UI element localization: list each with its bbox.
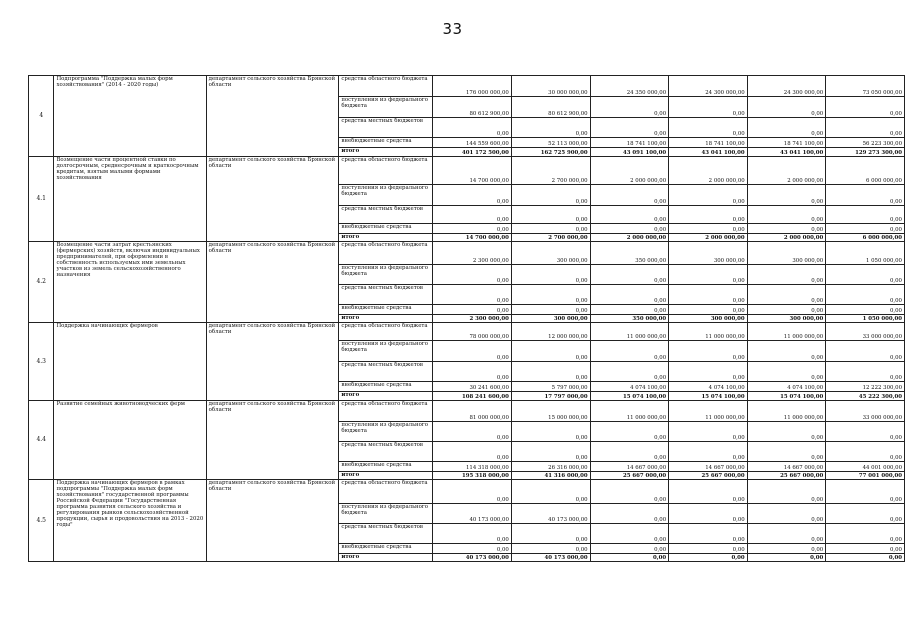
amount-cell: 0,00 xyxy=(747,544,826,554)
amount-cell: 0,00 xyxy=(747,554,826,562)
budget-table-body xyxy=(29,76,905,562)
amount-cell: 0,00 xyxy=(747,422,826,442)
amount-cell: 0,00 xyxy=(511,544,590,554)
funding-source-cell: средства местных бюджетов xyxy=(339,118,433,138)
funding-source-cell: внебюджетные средства xyxy=(339,138,433,148)
amount-cell: 0,00 xyxy=(669,206,748,224)
amount-cell: 40 173 000,00 xyxy=(511,504,590,524)
amount-cell: 0,00 xyxy=(511,224,590,234)
amount-cell: 15 000 000,00 xyxy=(511,401,590,422)
amount-cell: 0,00 xyxy=(511,265,590,285)
amount-cell: 0,00 xyxy=(590,265,669,285)
amount-cell: 300 000,00 xyxy=(669,315,748,323)
amount-cell: 0,00 xyxy=(669,504,748,524)
amount-cell: 40 173 000,00 xyxy=(511,554,590,562)
amount-cell: 0,00 xyxy=(590,362,669,382)
amount-cell: 40 173 000,00 xyxy=(433,504,512,524)
amount-cell: 0,00 xyxy=(590,285,669,305)
amount-cell: 0,00 xyxy=(826,480,905,504)
amount-cell: 0,00 xyxy=(590,504,669,524)
amount-cell: 6 000 000,00 xyxy=(826,234,905,242)
amount-cell: 195 318 000,00 xyxy=(433,472,512,480)
amount-cell: 44 001 000,00 xyxy=(826,462,905,472)
amount-cell: 33 000 000,00 xyxy=(826,323,905,341)
amount-cell: 0,00 xyxy=(826,285,905,305)
amount-cell: 0,00 xyxy=(747,97,826,118)
amount-cell: 15 074 100,00 xyxy=(669,392,748,401)
amount-cell: 350 000,00 xyxy=(590,315,669,323)
funding-source-cell: внебюджетные средства xyxy=(339,305,433,315)
amount-cell: 162 725 900,00 xyxy=(511,148,590,157)
funding-source-cell: внебюджетные средства xyxy=(339,544,433,554)
amount-cell: 24 300 000,00 xyxy=(669,76,748,97)
amount-cell: 11 000 000,00 xyxy=(747,401,826,422)
amount-cell: 0,00 xyxy=(511,422,590,442)
executor-cell: департамент сельского хозяйства Брянской области xyxy=(206,401,339,480)
amount-cell: 0,00 xyxy=(747,305,826,315)
funding-source-cell: средства областного бюджета xyxy=(339,157,433,185)
funding-source-cell: внебюджетные средства xyxy=(339,224,433,234)
amount-cell: 0,00 xyxy=(669,185,748,206)
funding-source-cell: поступления из федерального бюджета xyxy=(339,341,433,362)
measure-name-cell: Возмещение части процентной ставки по долгосрочным, среднесрочным и краткосрочным кредитам, взятым малыми формами хозяйствования xyxy=(54,157,206,242)
amount-cell: 0,00 xyxy=(826,206,905,224)
row-number-cell: 4.2 xyxy=(29,242,54,323)
amount-cell: 5 797 000,00 xyxy=(511,382,590,392)
amount-cell: 0,00 xyxy=(433,265,512,285)
amount-cell: 0,00 xyxy=(511,480,590,504)
amount-cell: 0,00 xyxy=(590,305,669,315)
funding-source-cell: итого xyxy=(339,392,433,401)
amount-cell: 2 700 000,00 xyxy=(511,157,590,185)
amount-cell: 0,00 xyxy=(747,341,826,362)
amount-cell: 14 667 000,00 xyxy=(747,462,826,472)
amount-cell: 0,00 xyxy=(590,97,669,118)
amount-cell: 0,00 xyxy=(826,524,905,544)
amount-cell: 129 273 300,00 xyxy=(826,148,905,157)
amount-cell: 0,00 xyxy=(590,206,669,224)
amount-cell: 0,00 xyxy=(747,442,826,462)
amount-cell: 11 000 000,00 xyxy=(747,323,826,341)
amount-cell: 1 050 000,00 xyxy=(826,242,905,265)
amount-cell: 80 612 900,00 xyxy=(433,97,512,118)
amount-cell: 0,00 xyxy=(826,544,905,554)
amount-cell: 2 300 000,00 xyxy=(433,242,512,265)
amount-cell: 0,00 xyxy=(826,97,905,118)
amount-cell: 300 000,00 xyxy=(511,242,590,265)
amount-cell: 0,00 xyxy=(826,118,905,138)
amount-cell: 0,00 xyxy=(826,185,905,206)
amount-cell: 12 000 000,00 xyxy=(511,323,590,341)
executor-cell: департамент сельского хозяйства Брянской области xyxy=(206,157,339,242)
amount-cell: 0,00 xyxy=(669,362,748,382)
amount-cell: 4 074 100,00 xyxy=(747,382,826,392)
funding-source-cell: поступления из федерального бюджета xyxy=(339,265,433,285)
amount-cell: 17 797 000,00 xyxy=(511,392,590,401)
amount-cell: 30 000 000,00 xyxy=(511,76,590,97)
amount-cell: 0,00 xyxy=(747,362,826,382)
table-row xyxy=(29,76,905,97)
funding-source-cell: внебюджетные средства xyxy=(339,382,433,392)
amount-cell: 43 091 100,00 xyxy=(590,148,669,157)
amount-cell: 0,00 xyxy=(669,305,748,315)
amount-cell: 0,00 xyxy=(747,504,826,524)
amount-cell: 0,00 xyxy=(669,97,748,118)
amount-cell: 114 318 000,00 xyxy=(433,462,512,472)
amount-cell: 0,00 xyxy=(511,362,590,382)
row-number-cell: 4.3 xyxy=(29,323,54,401)
amount-cell: 25 667 000,00 xyxy=(590,472,669,480)
amount-cell: 30 241 600,00 xyxy=(433,382,512,392)
amount-cell: 4 074 100,00 xyxy=(669,382,748,392)
amount-cell: 0,00 xyxy=(433,118,512,138)
amount-cell: 0,00 xyxy=(669,524,748,544)
funding-source-cell: средства местных бюджетов xyxy=(339,362,433,382)
amount-cell: 2 000 000,00 xyxy=(590,157,669,185)
amount-cell: 1 050 000,00 xyxy=(826,315,905,323)
amount-cell: 0,00 xyxy=(669,285,748,305)
amount-cell: 14 667 000,00 xyxy=(669,462,748,472)
amount-cell: 0,00 xyxy=(747,285,826,305)
amount-cell: 0,00 xyxy=(511,442,590,462)
amount-cell: 0,00 xyxy=(826,422,905,442)
funding-source-cell: итого xyxy=(339,234,433,242)
amount-cell: 43 041 100,00 xyxy=(747,148,826,157)
amount-cell: 0,00 xyxy=(669,265,748,285)
amount-cell: 0,00 xyxy=(511,341,590,362)
amount-cell: 18 741 100,00 xyxy=(590,138,669,148)
amount-cell: 26 316 000,00 xyxy=(511,462,590,472)
table-row xyxy=(29,401,905,422)
amount-cell: 11 000 000,00 xyxy=(669,401,748,422)
amount-cell: 0,00 xyxy=(747,480,826,504)
amount-cell: 0,00 xyxy=(747,224,826,234)
amount-cell: 0,00 xyxy=(511,285,590,305)
amount-cell: 0,00 xyxy=(433,544,512,554)
table-row xyxy=(29,242,905,265)
amount-cell: 77 001 000,00 xyxy=(826,472,905,480)
amount-cell: 2 000 000,00 xyxy=(590,234,669,242)
amount-cell: 14 700 000,00 xyxy=(433,234,512,242)
amount-cell: 300 000,00 xyxy=(747,315,826,323)
amount-cell: 0,00 xyxy=(511,118,590,138)
amount-cell: 0,00 xyxy=(433,524,512,544)
row-number-cell: 4.5 xyxy=(29,480,54,562)
measure-name-cell: Поддержка начинающих фермеров в рамках подпрограммы "Поддержка малых форм хозяйствования" государственной программы Российской Федерации "Государственная программа развития сельского хозяйства и регулирования рынков сельскохозяйственной продукции, сырья и продовольствия на 2013 - 2020 годы" xyxy=(54,480,206,562)
measure-name-cell: Поддержка начинающих фермеров xyxy=(54,323,206,401)
amount-cell: 0,00 xyxy=(433,480,512,504)
amount-cell: 0,00 xyxy=(826,341,905,362)
amount-cell: 300 000,00 xyxy=(669,242,748,265)
funding-source-cell: средства областного бюджета xyxy=(339,76,433,97)
amount-cell: 2 700 000,00 xyxy=(511,234,590,242)
amount-cell: 0,00 xyxy=(669,544,748,554)
funding-source-cell: средства местных бюджетов xyxy=(339,285,433,305)
amount-cell: 0,00 xyxy=(433,305,512,315)
amount-cell: 0,00 xyxy=(511,305,590,315)
page-number: 33 xyxy=(442,20,463,38)
amount-cell: 0,00 xyxy=(826,554,905,562)
amount-cell: 0,00 xyxy=(433,422,512,442)
row-number-cell: 4 xyxy=(29,76,54,157)
amount-cell: 15 074 100,00 xyxy=(590,392,669,401)
amount-cell: 24 300 000,00 xyxy=(747,76,826,97)
amount-cell: 4 074 100,00 xyxy=(590,382,669,392)
amount-cell: 0,00 xyxy=(590,118,669,138)
row-number-cell: 4.4 xyxy=(29,401,54,480)
row-number-cell: 4.1 xyxy=(29,157,54,242)
amount-cell: 0,00 xyxy=(590,341,669,362)
funding-source-cell: поступления из федерального бюджета xyxy=(339,185,433,206)
amount-cell: 24 350 000,00 xyxy=(590,76,669,97)
amount-cell: 144 559 600,00 xyxy=(433,138,512,148)
amount-cell: 0,00 xyxy=(590,524,669,544)
amount-cell: 25 667 000,00 xyxy=(669,472,748,480)
amount-cell: 11 000 000,00 xyxy=(590,401,669,422)
amount-cell: 52 113 000,00 xyxy=(511,138,590,148)
amount-cell: 41 316 000,00 xyxy=(511,472,590,480)
amount-cell: 25 667 000,00 xyxy=(747,472,826,480)
amount-cell: 0,00 xyxy=(590,554,669,562)
amount-cell: 350 000,00 xyxy=(590,242,669,265)
amount-cell: 81 000 000,00 xyxy=(433,401,512,422)
amount-cell: 73 050 000,00 xyxy=(826,76,905,97)
amount-cell: 0,00 xyxy=(826,305,905,315)
amount-cell: 78 000 000,00 xyxy=(433,323,512,341)
funding-source-cell: поступления из федерального бюджета xyxy=(339,422,433,442)
funding-source-cell: средства областного бюджета xyxy=(339,323,433,341)
executor-cell: департамент сельского хозяйства Брянской области xyxy=(206,323,339,401)
amount-cell: 2 000 000,00 xyxy=(747,157,826,185)
measure-name-cell: Подпрограмма "Поддержка малых форм хозяйствования" (2014 - 2020 годы) xyxy=(54,76,206,157)
amount-cell: 2 000 000,00 xyxy=(747,234,826,242)
amount-cell: 0,00 xyxy=(669,480,748,504)
executor-cell: департамент сельского хозяйства Брянской области xyxy=(206,242,339,323)
funding-source-cell: итого xyxy=(339,554,433,562)
amount-cell: 15 074 100,00 xyxy=(747,392,826,401)
amount-cell: 0,00 xyxy=(669,442,748,462)
amount-cell: 0,00 xyxy=(433,224,512,234)
amount-cell: 0,00 xyxy=(669,118,748,138)
amount-cell: 0,00 xyxy=(590,544,669,554)
amount-cell: 0,00 xyxy=(747,118,826,138)
measure-name-cell: Возмещение части затрат крестьянских (фермерских) хозяйств, включая индивидуальных предпринимателей, при оформлении в собственность используемых ими земельных участков из земель сельскохозяйственного назначения xyxy=(54,242,206,323)
amount-cell: 0,00 xyxy=(433,442,512,462)
amount-cell: 0,00 xyxy=(669,341,748,362)
amount-cell: 14 667 000,00 xyxy=(590,462,669,472)
amount-cell: 40 173 000,00 xyxy=(433,554,512,562)
amount-cell: 0,00 xyxy=(669,422,748,442)
amount-cell: 2 300 000,00 xyxy=(433,315,512,323)
amount-cell: 6 000 000,00 xyxy=(826,157,905,185)
funding-source-cell: итого xyxy=(339,472,433,480)
funding-source-cell: средства местных бюджетов xyxy=(339,442,433,462)
amount-cell: 0,00 xyxy=(747,265,826,285)
amount-cell: 80 612 900,00 xyxy=(511,97,590,118)
amount-cell: 0,00 xyxy=(590,224,669,234)
table-row xyxy=(29,480,905,504)
amount-cell: 0,00 xyxy=(747,206,826,224)
executor-cell: департамент сельского хозяйства Брянской области xyxy=(206,480,339,562)
amount-cell: 11 000 000,00 xyxy=(590,323,669,341)
funding-source-cell: средства областного бюджета xyxy=(339,480,433,504)
amount-cell: 176 000 000,00 xyxy=(433,76,512,97)
amount-cell: 18 741 100,00 xyxy=(669,138,748,148)
funding-source-cell: средства областного бюджета xyxy=(339,242,433,265)
amount-cell: 14 700 000,00 xyxy=(433,157,512,185)
amount-cell: 108 241 600,00 xyxy=(433,392,512,401)
funding-source-cell: средства местных бюджетов xyxy=(339,524,433,544)
funding-source-cell: внебюджетные средства xyxy=(339,462,433,472)
amount-cell: 45 222 300,00 xyxy=(826,392,905,401)
amount-cell: 300 000,00 xyxy=(511,315,590,323)
amount-cell: 12 222 300,00 xyxy=(826,382,905,392)
funding-source-cell: средства местных бюджетов xyxy=(339,206,433,224)
funding-source-cell: поступления из федерального бюджета xyxy=(339,97,433,118)
amount-cell: 0,00 xyxy=(826,362,905,382)
amount-cell: 0,00 xyxy=(433,206,512,224)
amount-cell: 0,00 xyxy=(826,504,905,524)
amount-cell: 0,00 xyxy=(826,224,905,234)
amount-cell: 401 172 500,00 xyxy=(433,148,512,157)
amount-cell: 11 000 000,00 xyxy=(669,323,748,341)
amount-cell: 0,00 xyxy=(590,422,669,442)
amount-cell: 0,00 xyxy=(590,480,669,504)
amount-cell: 0,00 xyxy=(826,442,905,462)
amount-cell: 300 000,00 xyxy=(747,242,826,265)
table-row xyxy=(29,157,905,185)
amount-cell: 18 741 100,00 xyxy=(747,138,826,148)
amount-cell: 0,00 xyxy=(433,341,512,362)
amount-cell: 0,00 xyxy=(747,185,826,206)
amount-cell: 0,00 xyxy=(669,224,748,234)
amount-cell: 43 041 100,00 xyxy=(669,148,748,157)
budget-table xyxy=(28,75,905,562)
funding-source-cell: итого xyxy=(339,315,433,323)
amount-cell: 0,00 xyxy=(511,524,590,544)
amount-cell: 0,00 xyxy=(826,265,905,285)
amount-cell: 33 000 000,00 xyxy=(826,401,905,422)
amount-cell: 0,00 xyxy=(590,185,669,206)
amount-cell: 0,00 xyxy=(433,185,512,206)
table-row xyxy=(29,323,905,341)
amount-cell: 0,00 xyxy=(669,554,748,562)
amount-cell: 2 000 000,00 xyxy=(669,234,748,242)
amount-cell: 0,00 xyxy=(433,285,512,305)
amount-cell: 2 000 000,00 xyxy=(669,157,748,185)
amount-cell: 0,00 xyxy=(433,362,512,382)
amount-cell: 0,00 xyxy=(511,206,590,224)
executor-cell: департамент сельского хозяйства Брянской области xyxy=(206,76,339,157)
amount-cell: 0,00 xyxy=(747,524,826,544)
amount-cell: 0,00 xyxy=(590,442,669,462)
amount-cell: 0,00 xyxy=(511,185,590,206)
funding-source-cell: поступления из федерального бюджета xyxy=(339,504,433,524)
funding-source-cell: средства областного бюджета xyxy=(339,401,433,422)
funding-source-cell: итого xyxy=(339,148,433,157)
amount-cell: 56 223 300,00 xyxy=(826,138,905,148)
measure-name-cell: Развитие семейных животноводческих ферм xyxy=(54,401,206,480)
